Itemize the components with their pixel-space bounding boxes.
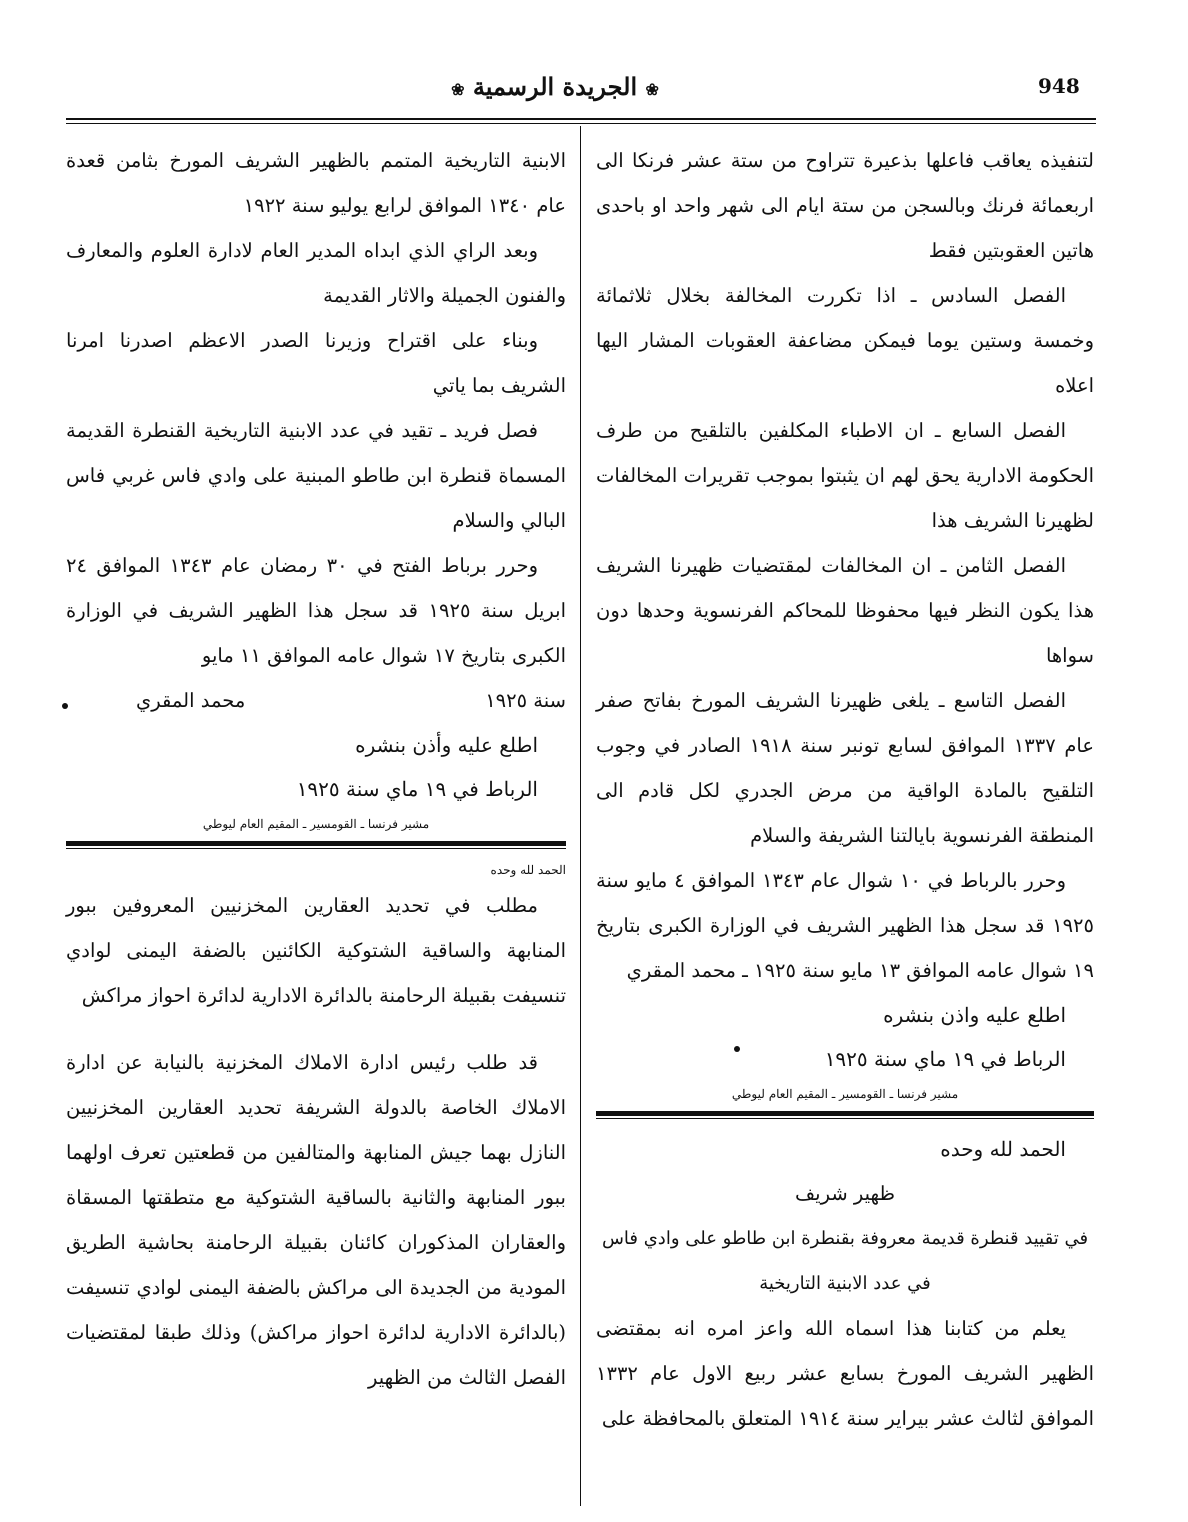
header-rule-secondary — [66, 123, 1096, 124]
signatory-line: مشير فرنسا ـ القومسير ـ المقيم العام ليوطي — [731, 1087, 959, 1101]
section-rule-thin — [596, 1118, 1094, 1119]
article-9: الفصل التاسع ـ يلغى ظهيرنا الشريف المورخ بفاتح صفر عام ١٣٣٧ الموافق لسابع تونبر سنة ١٩١٨ الصادر في وجوب التلقيح بالمادة الواقية من مرض الجدري لكل قادم الى المنطقة الفرنسوية بايالتنا الشريفة والسلام — [596, 689, 1094, 847]
left-column — [66, 138, 566, 1400]
article-8: الفصل الثامن ـ ان المخالفات لمقتضيات ظهيرنا الشريف هذا يكون النظر فيها محفوظا للمحاكم الفرنسوية وحدها دون سواها — [596, 554, 1094, 667]
section-rule — [66, 841, 566, 846]
single-article: فصل فريد ـ تقيد في عدد الابنية التاريخية القنطرة القديمة المسماة قنطرة ابن طاطو المبنية على وادي فاس غربي فاس البالي والسلام — [66, 419, 566, 532]
newspaper-title: الجريدة الرسمية — [472, 72, 638, 101]
spacer — [66, 1018, 566, 1040]
praise-heading: الحمد لله وحده — [940, 1137, 1066, 1161]
masthead — [430, 72, 680, 101]
approval-date: الرباط في ١٩ ماي سنة ١٩٢٥ — [296, 777, 538, 801]
ornament-icon: ❀ — [645, 80, 659, 99]
ornament-icon: ❀ — [451, 80, 465, 99]
signer-name: محمد المقري — [136, 689, 246, 712]
article-6: الفصل السادس ـ اذا تكررت المخالفة بخلال ثلاثمائة وخمسة وستين يوما فيمكن مضاعفة العقوبات المشار اليها اعلاه — [596, 284, 1094, 397]
approval-date: الرباط في ١٩ ماي سنة ١٩٢٥ — [824, 1047, 1066, 1071]
paragraph: لتنفيذه يعاقب فاعلها بذعيرة تتراوح من ستة عشر فرنكا الى اربعمائة فرنك وبالسجن من ستة ايام الى شهر واحد او باحدى هاتين العقوبتين فقط — [596, 149, 1094, 262]
year-line: سنة ١٩٢٥ — [485, 689, 566, 712]
paragraph: وبعد الراي الذي ابداه المدير العام لادارة العلوم والمعارف والفنون الجميلة والاثار القديمة — [66, 239, 566, 307]
decree-subject: في تقييد قنطرة قديمة معروفة بقنطرة ابن طاطو على وادي فاس في عدد الابنية التاريخية — [601, 1228, 1089, 1294]
column-divider — [580, 126, 581, 1506]
request-body: قد طلب رئيس ادارة الاملاك المخزنية بالنيابة عن ادارة الاملاك الخاصة بالدولة الشريفة تحديد العقارين المخزنيين النازل بهما جيش المنابهة والمتالفين من قطعتين تعرف اولهما ببور المنابهة والثانية بالساقية الشتوكية مع متطقتها المسقاة والعقاران المذكوران كائنان بقبيلة الرحامنة بحاشية الطريق المودية من الجديدة الى مراكش بالضفة اليمنى لوادي تنسيفت (بالدائرة الادارية لدائرة احواز مراكش) وذلك طبقا لمقتضيات الفصل الثالث من الظهير — [66, 1051, 566, 1389]
header-rule — [66, 118, 1096, 120]
section-rule — [596, 1111, 1094, 1116]
page-number: 948 — [1038, 74, 1080, 98]
dated-signature: وحرر بالرباط في ١٠ شوال عام ١٣٤٣ الموافق ٤ مايو سنة ١٩٢٥ قد سجل هذا الظهير الشريف في الوزارة الكبرى بتاريخ ١٩ شوال عامه الموافق ١٣ مايو سنة ١٩٢٥ ـ محمد المقري — [596, 869, 1094, 982]
decree-body: يعلم من كتابنا هذا اسماه الله واعز امره انه بمقتضى الظهير الشريف المورخ بسابع عشر ربيع الاول عام ١٣٣٢ الموافق لثالث عشر بيراير سنة ١٩١٤ المتعلق بالمحافظة على — [596, 1317, 1094, 1430]
signatory-line: مشير فرنسا ـ القومسير ـ المقيم العام ليوطي — [202, 817, 430, 831]
paragraph: وبناء على اقتراح وزيرنا الصدر الاعظم اصدرنا امرنا الشريف بما ياتي — [66, 329, 566, 397]
request-title: مطلب في تحديد العقارين المخزنيين المعروفين ببور المنابهة والساقية الشتوكية الكائنين بالضفة اليمنى لوادي تنسيفت بقبيلة الرحامنة بالدائرة الادارية لدائرة احواز مراكش — [66, 894, 566, 1007]
right-column — [596, 138, 1094, 1441]
approval-line: اطلع عليه وأذن بنشره — [355, 733, 538, 757]
approval-line: اطلع عليه واذن بنشره — [883, 1003, 1066, 1027]
year-signer-line — [66, 678, 566, 723]
section-rule-thin — [66, 848, 566, 849]
paragraph: الابنية التاريخية المتمم بالظهير الشريف المورخ بثامن قعدة عام ١٣٤٠ الموافق لرابع يوليو سنة ١٩٢٢ — [66, 149, 566, 217]
ink-speck — [62, 703, 68, 709]
article-7: الفصل السابع ـ ان الاطباء المكلفين بالتلقيح من طرف الحكومة الادارية يحق لهم ان يثبتوا بموجب تقريرات المخالفات لظهيرنا الشريف هذا — [596, 419, 1094, 532]
ink-speck — [734, 1046, 740, 1052]
dated-signature: وحرر برباط الفتح في ٣٠ رمضان عام ١٣٤٣ الموافق ٢٤ ابريل سنة ١٩٢٥ قد سجل هذا الظهير الشريف في الوزارة الكبرى بتاريخ ١٧ شوال عامه الموافق ١١ مايو — [66, 554, 567, 667]
praise-heading: الحمد لله وحده — [490, 863, 566, 877]
decree-title: ظهير شريف — [794, 1182, 896, 1205]
